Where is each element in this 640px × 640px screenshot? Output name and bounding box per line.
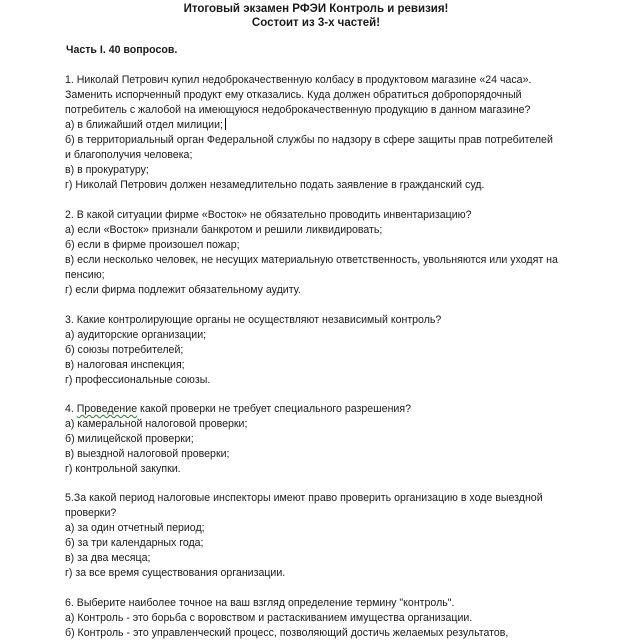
question-5-line-2: проверки? [65, 507, 117, 519]
question-1-option-b-cont: и благополучия человека; [65, 149, 193, 161]
question-5-option-a: а) за один отчетный период; [65, 522, 205, 534]
question-4-option-c: в) выездной налоговой проверки; [65, 448, 230, 460]
part-heading: Часть I. 40 вопросов. [66, 44, 178, 56]
question-4-option-b: б) милицейской проверки; [65, 433, 194, 445]
question-1-option-a [65, 118, 226, 132]
question-2-line-1: 2. В какой ситуации фирме «Восток» не обязательно проводить инвентаризацию? [65, 209, 472, 221]
question-5-option-b: б) за три календарных года; [65, 537, 204, 549]
question-1-line-3: потребитель с жалобой на имеющуюся недоброкачественную продукцию в данном магазине? [65, 104, 531, 116]
question-3-option-c: в) налоговая инспекция; [65, 359, 185, 371]
question-4-line-1 [65, 402, 411, 416]
question-1-option-d: г) Николай Петрович должен незамедлительно подать заявление в гражданский суд. [65, 179, 485, 191]
question-6-option-b: б) Контроль - это управленческий процесс, позволяющий достичь желаемых результатов, [65, 627, 509, 639]
question-4-text: какой проверки не требует специального разрешения? [137, 403, 411, 415]
question-1-option-c: в) в прокуратуру; [65, 164, 149, 176]
question-4-option-a: а) камеральной налоговой проверки; [65, 418, 248, 430]
question-5-line-1: 5.За какой период налоговые инспекторы имеют право проверить организацию в ходе выездной [65, 492, 543, 504]
question-1-option-a-text: а) в ближайший отдел милиции; [65, 119, 223, 131]
question-5-option-c: в) за два месяца; [65, 552, 151, 564]
question-6-option-a: а) Контроль - это борьба с воровством и растаскиванием имущества организации. [65, 612, 473, 624]
question-1-line-2: Заменить испорченный продукт ему отказались. Куда должен обратиться добропорядочный [65, 89, 522, 101]
question-2-option-a: а) если «Восток» признали банкротом и решили ликвидировать; [65, 224, 383, 236]
question-4-option-d: г) контрольной закупки. [65, 463, 181, 475]
question-5-option-d: г) за все время существования организации. [65, 567, 286, 579]
question-6-line-1: 6. Выберите наиболее точное на ваш взгляд определение термину "контроль". [65, 597, 455, 609]
question-4-number: 4. [65, 403, 77, 415]
document-subtitle: Состоит из 3-х частей! [251, 17, 381, 29]
question-2-option-c-cont: пенсию; [65, 269, 105, 281]
text-cursor [225, 118, 226, 130]
question-3-option-a: а) аудиторские организации; [65, 329, 207, 341]
question-3-option-d: г) профессиональные союзы. [65, 374, 211, 386]
question-3-line-1: 3. Какие контролирующие органы не осуществляют независимый контроль? [65, 314, 442, 326]
question-2-option-d: г) если фирма подлежит обязательному аудиту. [65, 284, 301, 296]
question-1-line-1: 1. Николай Петрович купил недоброкачественную колбасу в продуктовом магазине «24 часа». [65, 74, 532, 86]
question-2-option-c: в) если несколько человек, не несущих материальную ответственность, увольняются или уходят на [65, 254, 558, 266]
question-2-option-b: б) если в фирме произошел пожар; [65, 239, 240, 251]
document-title: Итоговый экзамен РФЭИ Контроль и ревизия! [183, 3, 449, 15]
spellcheck-underlined-word: Проведение [76, 403, 138, 415]
question-1-option-b: б) в территориальный орган Федеральной службы по надзору в сфере защиты прав потребителей [65, 134, 553, 146]
question-3-option-b: б) союзы потребителей; [65, 344, 184, 356]
